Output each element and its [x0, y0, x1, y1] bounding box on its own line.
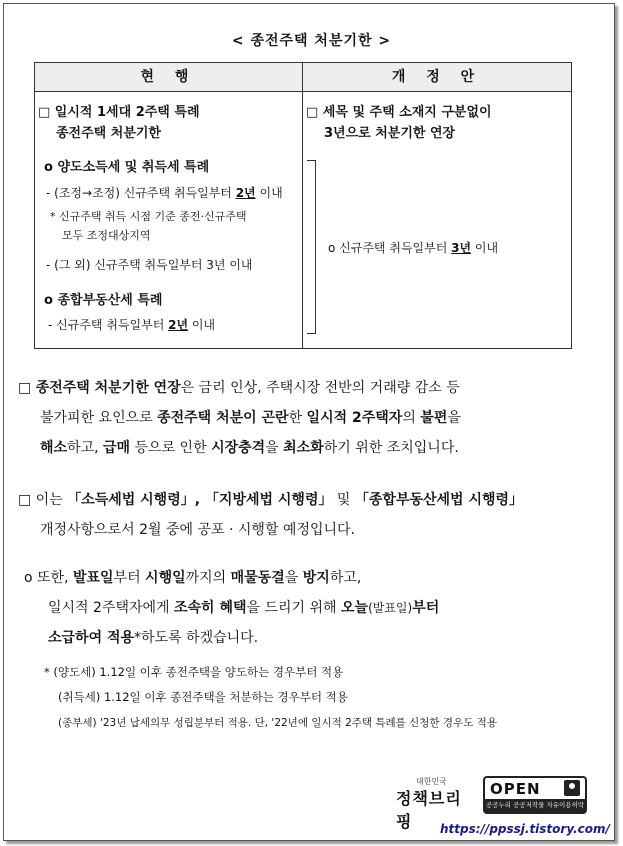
para1-line3: 해소하고, 급매 등으로 인한 시장충격을 최소화하기 위한 조치입니다. — [40, 440, 459, 456]
source-url-link[interactable]: https://ppssj.tistory.com/ — [440, 822, 610, 836]
footnote-1: * (양도세) 1.12일 이후 종전주택을 양도하는 경우부터 적용 — [44, 665, 344, 679]
column-divider — [302, 91, 303, 348]
footnote-2: (취득세) 1.12일 이후 종전주택을 처분하는 경우부터 적용 — [58, 690, 348, 704]
current-sub1-note1: * 신규주택 취득 시점 기준 종전·신규주택 — [50, 210, 247, 223]
revised-header: 개 정 안 — [303, 63, 571, 92]
para2-line1: □ 이는 「소득세법 시행령」, 「지방세법 시행령」 및 「종합부동산세법 시행령」 — [18, 492, 524, 508]
korea-logo-small-text: 대한민국 — [416, 777, 447, 786]
current-sub1-line2: - (그 외) 신규주택 취득일부터 3년 이내 — [46, 258, 253, 272]
open-license-logo — [483, 776, 587, 814]
current-header: 현 행 — [35, 63, 303, 92]
para3-line1: o 또한, 발표일부터 시행일까지의 매물동결을 방지하고, — [24, 570, 362, 586]
para3-line2: 일시적 2주택자에게 조속히 혜택을 드리기 위해 오늘(발표일)부터 — [48, 600, 440, 616]
footnote-3: (종부세) '23년 납세의무 성립분부터 적용. 단, '22년에 일시적 2주택 특례를 신청한 경우도 적용 — [58, 717, 497, 729]
para1-line2: 불가피한 요인으로 종전주택 처분이 곤란한 일시적 2주택자의 불편을 — [40, 410, 461, 426]
current-item1-line2: 종전주택 처분기한 — [56, 126, 161, 141]
para2-line2: 개정사항으로서 2월 중에 공포 · 시행할 예정입니다. — [40, 522, 355, 538]
current-item1-line1: □ 일시적 1세대 2주택 특례 — [38, 105, 200, 120]
range-bracket — [307, 160, 316, 334]
open-logo-text: OPEN — [490, 780, 541, 798]
para1-line1: □ 종전주택 처분기한 연장은 금리 인상, 주택시장 전반의 거래량 감소 등 — [18, 380, 460, 396]
revised-item1-line2: 3년으로 처분기한 연장 — [324, 126, 456, 141]
current-sub2-title: o 종합부동산세 특례 — [44, 293, 163, 308]
korea-policy-briefing-logo — [396, 776, 476, 831]
revised-sub: o 신규주택 취득일부터 3년 이내 — [328, 241, 499, 255]
current-sub1-note2: 모두 조정대상지역 — [62, 229, 151, 242]
para3-line3: 소급하여 적용*하도록 하겠습니다. — [48, 630, 259, 646]
revised-item1-line1: □ 세목 및 주택 소재지 구분없이 — [306, 105, 492, 120]
section-title: < 종전주택 처분기한 > — [231, 33, 392, 49]
current-sub2-line: - 신규주택 취득일부터 2년 이내 — [48, 318, 216, 332]
current-sub1-line1: - (조정→조정) 신규주택 취득일부터 2년 이내 — [46, 186, 283, 200]
current-sub1-title: o 양도소득세 및 취득세 특례 — [44, 160, 210, 175]
open-logo-subtext: 공공누리 공공저작물 자유이용허락 — [485, 799, 585, 812]
korea-logo-big-text: 정책브리핑 — [396, 789, 462, 831]
person-icon — [564, 780, 580, 796]
